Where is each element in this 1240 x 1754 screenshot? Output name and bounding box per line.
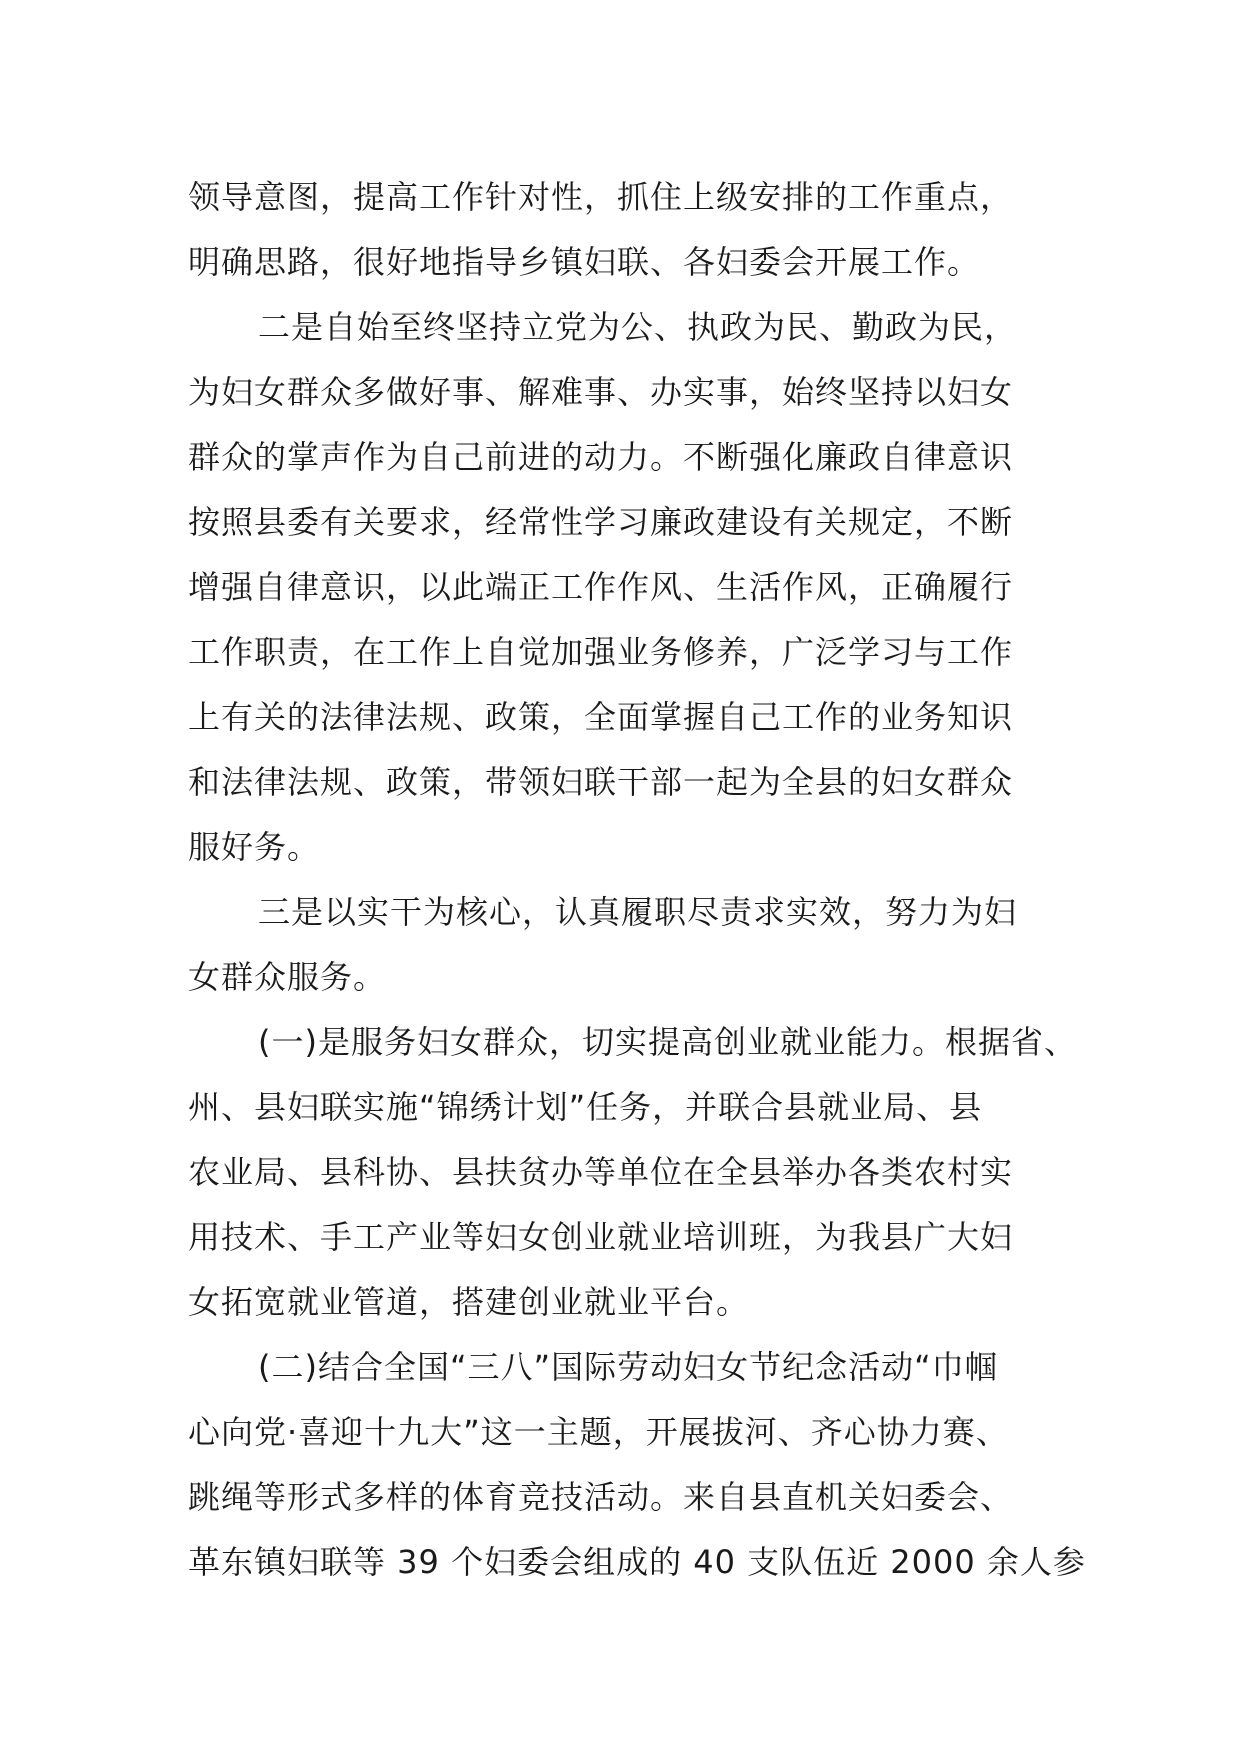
text-line: 和法律法规、政策，带领妇联干部一起为全县的妇女群众 [188,763,1014,801]
body-text [188,165,1086,1595]
text-line: 群众的掌声作为自己前进的动力。不断强化廉政自律意识 [188,438,1014,476]
text-line: 服好务。 [188,828,321,866]
text-line: 二是自始至终坚持立党为公、执政为民、勤政为民， [258,308,1018,346]
text-line: 明确思路，很好地指导乡镇妇联、各妇委会开展工作。 [188,243,981,281]
text-line: 女拓宽就业管道，搭建创业就业平台。 [188,1283,750,1321]
text-line: 用技术、手工产业等妇女创业就业培训班，为我县广大妇 [188,1218,1014,1256]
text-line: 工作职责，在工作上自觉加强业务修养，广泛学习与工作 [188,633,1014,671]
text-line: 为妇女群众多做好事、解难事、办实事，始终坚持以妇女 [188,373,1014,411]
text-line: 州、县妇联实施“锦绣计划”任务，并联合县就业局、县 [188,1088,983,1126]
text-line: (二)结合全国“三八”国际劳动妇女节纪念活动“巾帼 [258,1348,998,1386]
text-line: (一)是服务妇女群众，切实提高创业就业能力。根据省、 [258,1023,1077,1061]
text-line: 上有关的法律法规、政策，全面掌握自己工作的业务知识 [188,698,1014,736]
text-line: 农业局、县科协、县扶贫办等单位在全县举办各类农村实 [188,1153,1014,1191]
text-line: 领导意图，提高工作针对性，抓住上级安排的工作重点， [188,178,1014,216]
text-line: 革东镇妇联等 39 个妇委会组成的 40 支队伍近 2000 余人参 [188,1543,1086,1581]
text-line: 增强自律意识，以此端正工作作风、生活作风，正确履行 [188,568,1014,606]
text-line: 按照县委有关要求，经常性学习廉政建设有关规定，不断 [188,503,1014,541]
text-line: 心向党·喜迎十九大”这一主题，开展拔河、齐心协力赛、 [188,1413,1009,1451]
text-line: 跳绳等形式多样的体育竞技活动。来自县直机关妇委会、 [188,1478,1014,1516]
text-line: 三是以实干为核心，认真履职尽责求实效，努力为妇 [258,893,1018,931]
text-line: 女群众服务。 [188,958,387,996]
